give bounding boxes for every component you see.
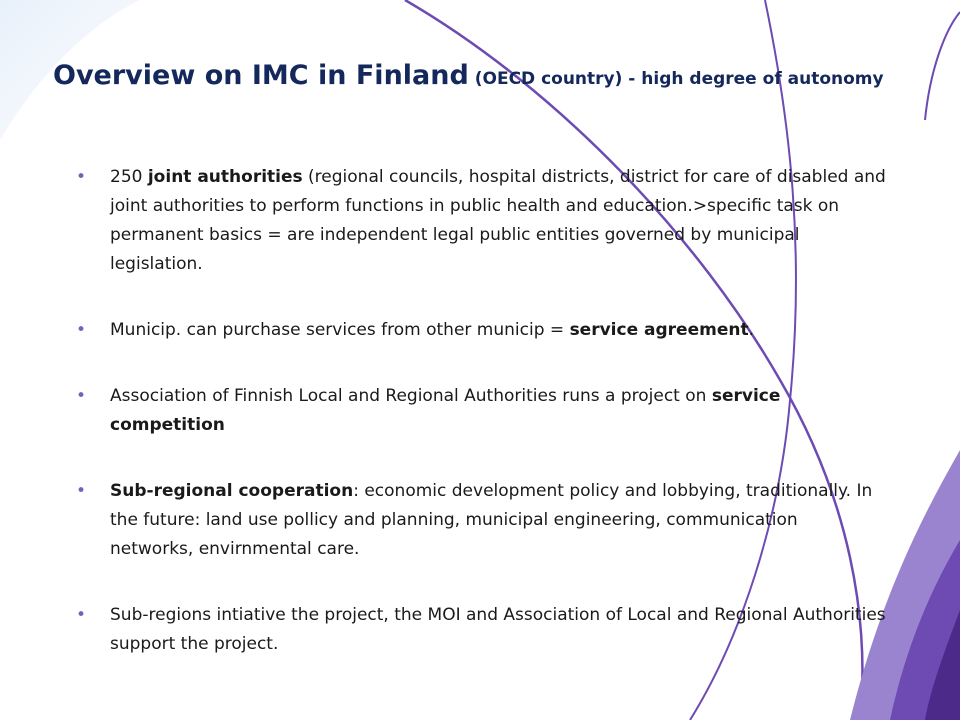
bullet-dot-icon: • — [76, 605, 87, 625]
bullet-text: 250 — [110, 167, 148, 187]
title-main: Overview on IMC in Finland — [53, 60, 469, 91]
bullet-item — [76, 316, 886, 345]
bullet-item — [76, 382, 886, 440]
bullet-bold-text: joint authorities — [147, 167, 303, 187]
bullet-bold-text: service agreement — [569, 320, 749, 340]
bullet-dot-icon: • — [76, 481, 87, 501]
bullet-item — [76, 163, 886, 279]
bullet-bold-text: Sub-regional cooperation — [110, 481, 354, 501]
bullet-text: Municip. can purchase services from other municip = — [110, 320, 570, 340]
bullet-dot-icon: • — [76, 386, 87, 406]
bullet-list — [76, 163, 886, 696]
bullet-text: . — [748, 320, 754, 340]
title-subtitle: (OECD country) - high degree of autonomy — [468, 69, 884, 89]
bullet-item — [76, 601, 886, 659]
bullet-item — [76, 477, 886, 564]
bullet-bold-text: service competition — [110, 386, 781, 435]
bullet-text: (regional councils, hospital districts, district for care of disabled and joint authorities to perform functions in public health and education.>specific task on permanent basics = are independent legal public entities governed by municipal legislation. — [110, 167, 886, 274]
bullet-dot-icon: • — [76, 320, 87, 340]
bullet-text: Association of Finnish Local and Regional Authorities runs a project on — [110, 386, 712, 406]
bullet-text: Sub-regions intiative the project, the MOI and Association of Local and Regional Authorities support the project. — [110, 605, 886, 654]
slide-title — [53, 58, 913, 97]
bullet-dot-icon: • — [76, 167, 87, 187]
purple-arc-small — [925, 12, 960, 120]
bullet-text: : economic development policy and lobbying, traditionally. In the future: land use pollicy and planning, municipal engineering, communication networks, envirnmental care. — [110, 481, 873, 559]
